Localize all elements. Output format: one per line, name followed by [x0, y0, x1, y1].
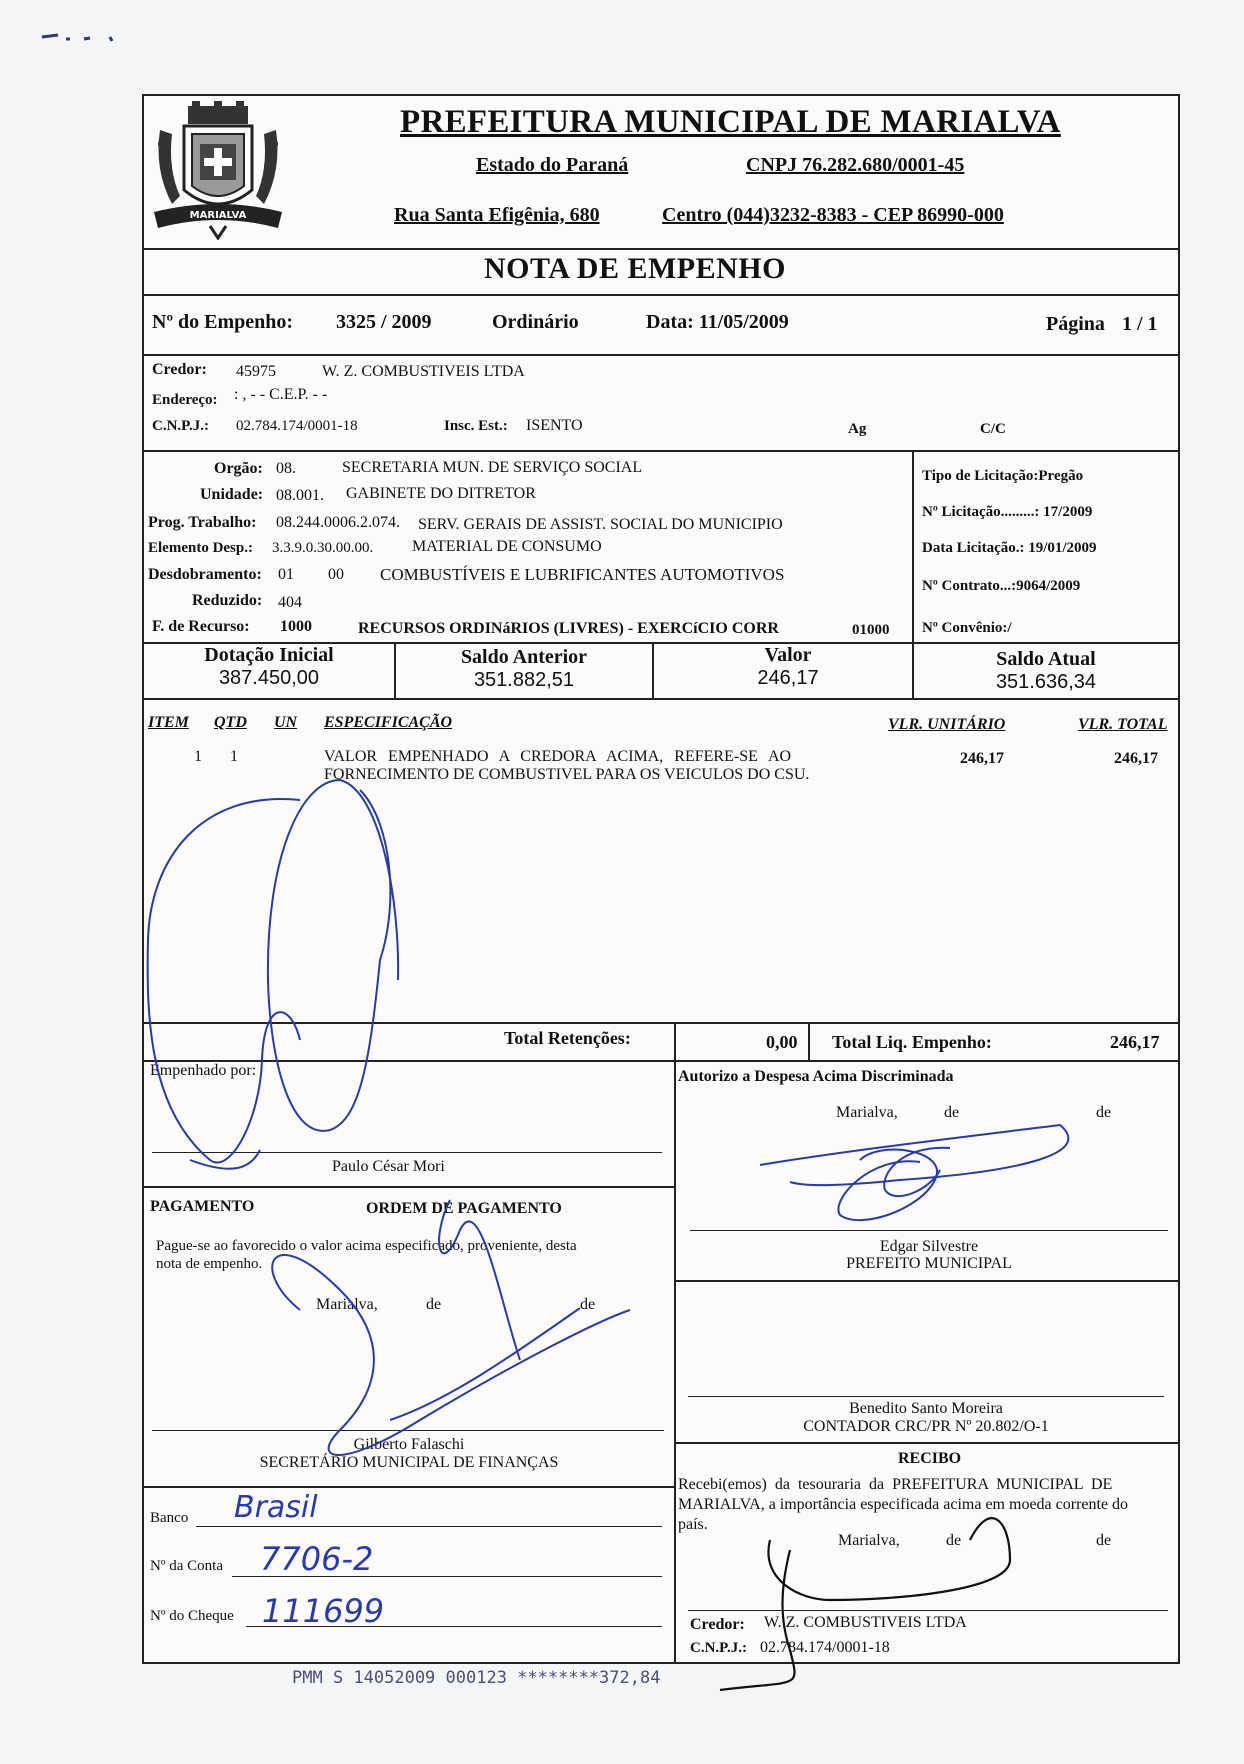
empenho-number: 3325 / 2009	[336, 311, 432, 333]
prog-trabalho-label: Prog. Trabalho:	[148, 514, 257, 531]
orgao-code: 08.	[276, 460, 296, 477]
cashier-stamp: PMM S 14052009 000123 ********372,84	[292, 1668, 661, 1688]
agency-label: Ag	[848, 421, 867, 437]
prog-trabalho-code: 08.244.0006.2.074.	[276, 514, 400, 531]
item-qtd: 1	[230, 748, 238, 765]
scan-speck	[40, 30, 100, 34]
item-desc-line2: FORNECIMENTO DE COMBUSTIVEL PARA OS VEICULOS DO CSU.	[324, 766, 810, 783]
svg-text:MARIALVA: MARIALVA	[189, 210, 247, 221]
ordem-pagamento-label: ORDEM DE PAGAMENTO	[366, 1200, 562, 1217]
saldo-atual-value: 351.636,34	[995, 671, 1097, 693]
fonte-recurso-code: 1000	[280, 618, 312, 635]
pagamento-place: Marialva,	[316, 1296, 378, 1313]
unidade-label: Unidade:	[200, 486, 264, 503]
secretario-role: SECRETÁRIO MUNICIPAL DE FINANÇAS	[259, 1454, 559, 1471]
municipality-title: PREFEITURA MUNICIPAL DE MARIALVA	[400, 104, 1061, 140]
recibo-title: RECIBO	[898, 1450, 962, 1467]
insc-est-value: ISENTO	[526, 417, 583, 434]
empenho-number-label: Nº do Empenho:	[152, 311, 294, 333]
endereco-label: Endereço:	[152, 392, 218, 408]
col-qtd: QTD	[214, 714, 247, 731]
saldo-anterior-label: Saldo Anterior	[460, 646, 588, 668]
fonte-recurso-label: F. de Recurso:	[152, 618, 250, 635]
prefeito-role: PREFEITO MUNICIPAL	[846, 1255, 1012, 1272]
contador-name: Benedito Santo Moreira	[849, 1400, 1003, 1417]
recibo-place: Marialva,	[838, 1532, 900, 1549]
recibo-text-line1: Recebi(emos) da tesouraria da PREFEITURA MUNICIPAL DE	[678, 1476, 1113, 1493]
banco-value: Brasil	[234, 1490, 318, 1525]
recibo-de1: de	[946, 1532, 962, 1549]
dotacao-value: 387.450,00	[218, 667, 320, 689]
recibo-cnpj: 02.784.174/0001-18	[760, 1639, 890, 1656]
valor-value: 246,17	[757, 667, 819, 689]
page-number: 1 / 1	[1122, 313, 1158, 335]
saldo-atual-label: Saldo Atual	[996, 648, 1096, 670]
dotacao-label: Dotação Inicial	[204, 644, 334, 666]
credor-code: 45975	[236, 363, 276, 380]
credor-cnpj-label: C.N.P.J.:	[152, 418, 209, 434]
credor-cnpj: 02.784.174/0001-18	[236, 418, 358, 434]
street-address: Rua Santa Efigênia, 680	[394, 204, 600, 226]
numero-contrato: Nº Contrato...:9064/2009	[922, 578, 1081, 594]
numero-licitacao: Nº Licitação.........: 17/2009	[922, 504, 1093, 520]
elemento-desp-code: 3.3.9.0.30.00.00.	[272, 540, 374, 556]
col-un: UN	[274, 714, 298, 731]
col-item: ITEM	[148, 714, 189, 731]
empenhado-label: Empenhado por:	[150, 1062, 257, 1079]
reduzido-code: 404	[278, 594, 302, 611]
address-contact: Centro (044)3232-8383 - CEP 86990-000	[662, 204, 1004, 226]
cnpj-header: CNPJ 76.282.680/0001-45	[746, 154, 965, 176]
pagamento-de2: de	[580, 1296, 596, 1313]
desdobramento-label: Desdobramento:	[148, 566, 262, 583]
fonte-recurso-number: 01000	[852, 622, 890, 638]
prefeito-name: Edgar Silvestre	[879, 1238, 979, 1255]
desdobramento-name: COMBUSTÍVEIS E LUBRIFICANTES AUTOMOTIVOS	[380, 565, 785, 584]
col-valor-total: VLR. TOTAL	[1078, 716, 1168, 733]
elemento-desp-name: MATERIAL DE CONSUMO	[412, 538, 602, 555]
retencoes-value: 0,00	[766, 1032, 798, 1052]
orgao-label: Orgão:	[214, 460, 263, 477]
recibo-text-line3: país.	[678, 1516, 708, 1533]
desdobramento-a: 01	[278, 566, 294, 583]
autorizo-de2: de	[1096, 1104, 1112, 1121]
desdobramento-b: 00	[328, 566, 344, 583]
page-label: Página	[1046, 313, 1105, 335]
state-name: Estado do Paraná	[476, 154, 629, 176]
saldo-anterior-value: 351.882,51	[473, 669, 575, 691]
item-desc-line1: VALOR EMPENHADO A CREDORA ACIMA, REFERE-SE AO	[324, 748, 792, 765]
coat-of-arms-logo	[150, 100, 286, 240]
liquido-label: Total Liq. Empenho:	[832, 1032, 992, 1052]
contador-role: CONTADOR CRC/PR Nº 20.802/O-1	[803, 1418, 1049, 1435]
pagamento-text-line1: Pague-se ao favorecido o valor acima especificado, proveniente, desta	[156, 1238, 577, 1254]
pagamento-de1: de	[426, 1296, 442, 1313]
banco-label: Banco	[150, 1510, 189, 1526]
recibo-de2: de	[1096, 1532, 1112, 1549]
col-especificacao: ESPECIFICAÇÃO	[324, 714, 453, 731]
fonte-recurso-name: RECURSOS ORDINáRIOS (LIVRES) - EXERCíCIO CORR	[358, 620, 779, 637]
document-title: NOTA DE EMPENHO	[484, 252, 786, 285]
recibo-credor-name: W. Z. COMBUSTIVEIS LTDA	[764, 1614, 967, 1631]
account-label: C/C	[980, 421, 1006, 437]
credor-name: W. Z. COMBUSTIVEIS LTDA	[322, 363, 525, 380]
autorizo-place: Marialva,	[836, 1104, 898, 1121]
secretario-name: Gilberto Falaschi	[353, 1436, 465, 1453]
cheque-value: 111699	[262, 1592, 385, 1630]
cheque-label: Nº do Cheque	[150, 1608, 234, 1624]
reduzido-label: Reduzido:	[192, 592, 263, 609]
tipo-licitacao: Tipo de Licitação:Pregão	[922, 468, 1084, 484]
retencoes-label: Total Retenções:	[504, 1028, 631, 1048]
liquido-value: 246,17	[1110, 1032, 1160, 1052]
empenho-date: Data: 11/05/2009	[646, 311, 789, 333]
orgao-name: SECRETARIA MUN. DE SERVIÇO SOCIAL	[342, 459, 643, 476]
empenho-type: Ordinário	[492, 311, 579, 333]
numero-convenio: Nº Convênio:/	[922, 620, 1012, 636]
recibo-credor-label: Credor:	[690, 1616, 745, 1633]
prog-trabalho-name: SERV. GERAIS DE ASSIST. SOCIAL DO MUNICIPIO	[418, 516, 783, 533]
credor-label: Credor:	[152, 361, 207, 378]
item-total-value: 246,17	[1114, 750, 1158, 767]
insc-est-label: Insc. Est.:	[444, 418, 508, 434]
endereco-value: : , - - C.E.P. - -	[234, 386, 328, 403]
data-licitacao: Data Licitação.: 19/01/2009	[922, 540, 1097, 556]
unidade-name: GABINETE DO DITRETOR	[346, 485, 536, 502]
autorizo-de1: de	[944, 1104, 960, 1121]
item-number: 1	[194, 748, 202, 765]
nota-de-empenho-form	[142, 94, 1180, 1664]
autorizo-label: Autorizo a Despesa Acima Discriminada	[678, 1068, 954, 1085]
col-valor-unitario: VLR. UNITÁRIO	[888, 716, 1006, 733]
conta-label: Nº da Conta	[150, 1558, 223, 1574]
elemento-desp-label: Elemento Desp.:	[148, 540, 253, 556]
recibo-cnpj-label: C.N.P.J.:	[690, 1640, 747, 1656]
pagamento-text-line2: nota de empenho.	[156, 1256, 263, 1272]
valor-label: Valor	[764, 644, 812, 666]
unidade-code: 08.001.	[276, 487, 324, 504]
item-unit-value: 246,17	[960, 750, 1004, 767]
pagamento-label: PAGAMENTO	[150, 1198, 255, 1215]
recibo-text-line2: MARIALVA, a importância especificada acima em moeda corrente do	[678, 1496, 1129, 1513]
empenhado-name: Paulo César Mori	[332, 1158, 445, 1175]
conta-value: 7706-2	[260, 1540, 374, 1578]
